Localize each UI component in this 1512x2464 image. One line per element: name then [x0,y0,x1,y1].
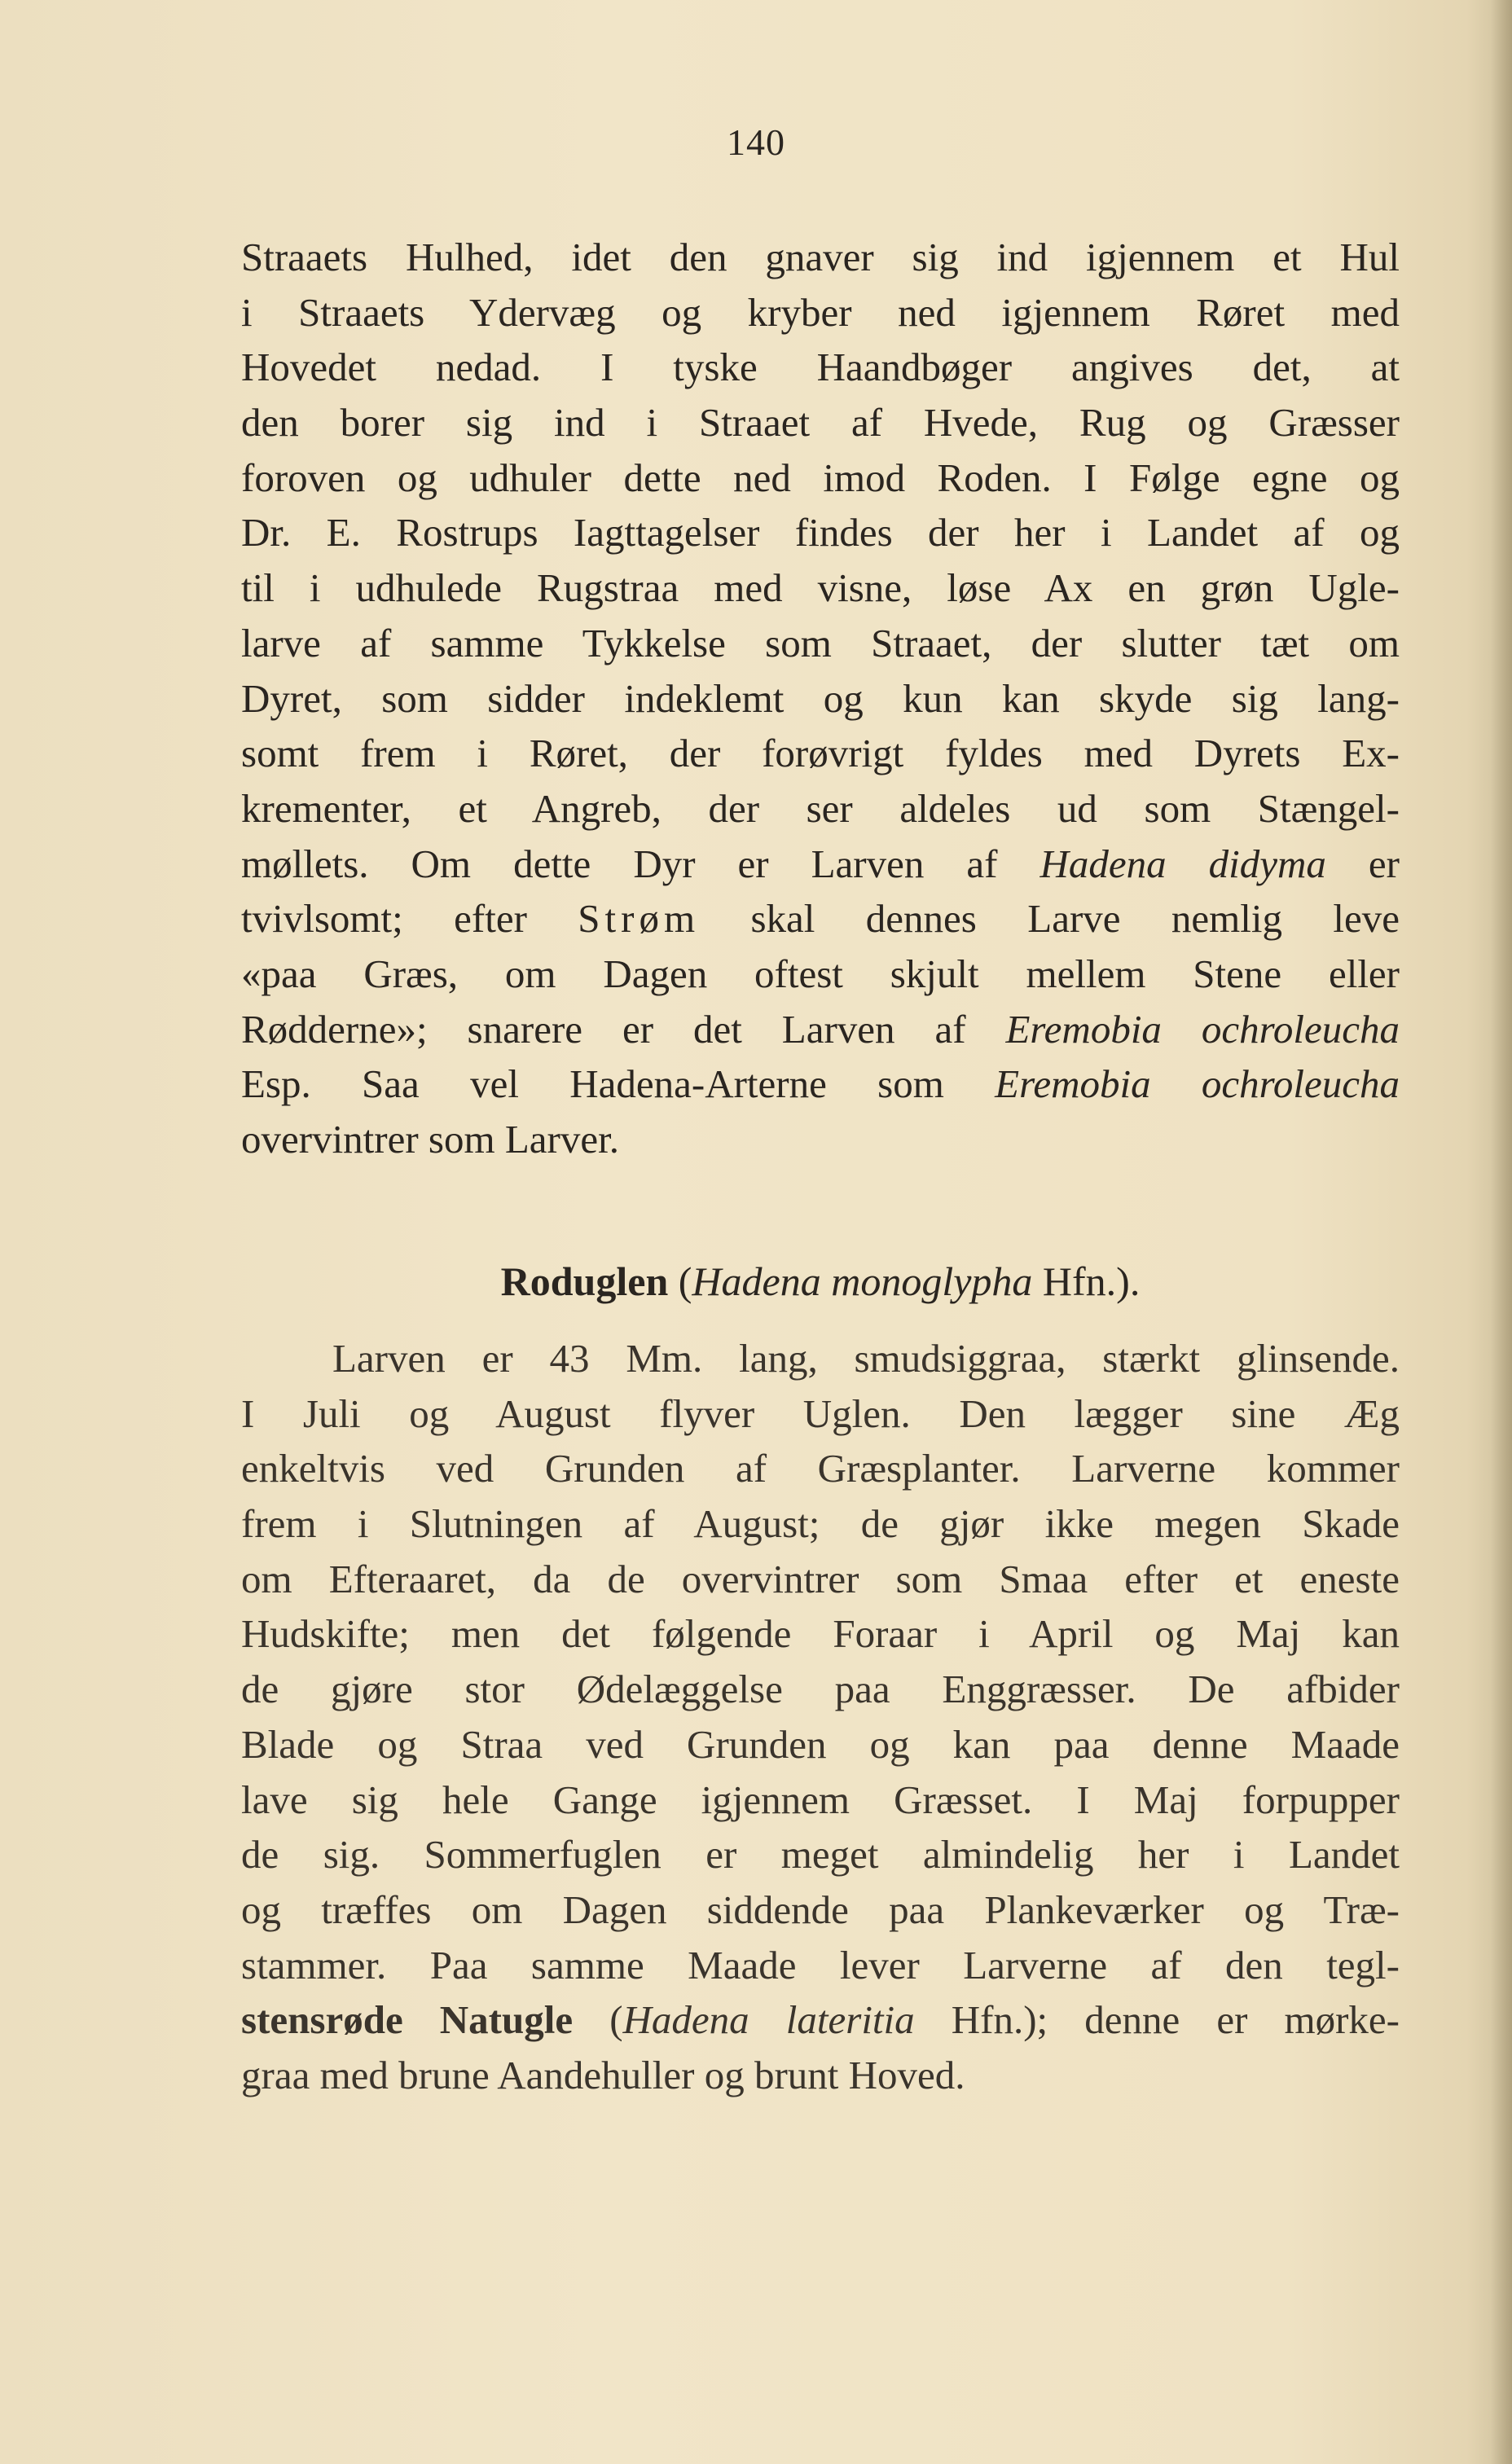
text-line: «paa Græs, om Dagen oftest skjult mellem Stene eller [241,951,1400,996]
text-line: de sig. Sommerfuglen er meget almindelig her i Landet [241,1832,1400,1878]
text-line: de gjøre stor Ødelæggelse paa Enggræsser. De afbider [241,1667,1400,1712]
text-line: lave sig hele Gange igjennem Græsset. I Maj forpupper [241,1777,1400,1822]
text-line: Larven er 43 Mm. lang, smudsiggraa, stærkt glinsende. [332,1336,1400,1381]
heading-line [241,1254,1400,1310]
text-line: graa med brune Aandehuller og brunt Hoved. [241,2052,965,2097]
text-line: foroven og udhuler dette ned imod Roden. I Følge egne og [241,455,1400,500]
text-line [241,1056,1400,1112]
text-line: Hudskifte; men det følgende Foraar i April og Maj kan [241,1611,1400,1657]
text-run: Esp. Saa vel Hadena-Arterne som [241,1061,996,1107]
text-line [241,891,1400,947]
species-name: Hadena didyma [1040,841,1326,886]
text-line: somt frem i Røret, der forøvrigt fyldes med Dyrets Ex- [241,731,1400,776]
species-name: Eremobia ochroleucha [1005,1006,1400,1052]
text-line: til i udhulede Rugstraa med visne, løse Ax en grøn Ugle- [241,565,1400,611]
species-name: Hadena lateritia [622,1997,915,2043]
paragraph-2 [241,1331,1400,2103]
text-line: enkeltvis ved Grunden af Græsplanter. Larverne kommer [241,1446,1400,1491]
text-run: Rødderne»; snarere er det Larven af [241,1006,1006,1052]
text-line: overvintrer som Larver. [241,1117,619,1162]
text-run: Hfn.); denne er mørke- [914,1997,1400,2043]
text-run: er [1325,841,1400,886]
heading-common-name: Roduglen [500,1258,669,1304]
text-run: ( [668,1258,692,1304]
text-line: Blade og Straa ved Grunden og kan paa denne Maade [241,1721,1400,1767]
paragraph-1 [241,230,1400,1167]
text-line [241,837,1400,892]
text-line: frem i Slutningen af August; de gjør ikke megen Skade [241,1501,1400,1547]
common-name: stensrøde Natugle [241,1997,574,2043]
text-line [241,1992,1400,2048]
text-run: skal dennes Larve nemlig leve [700,896,1400,942]
page-edge-shadow [1491,0,1512,2464]
text-run: møllets. Om dette Dyr er Larven af [241,841,1040,886]
text-line: I Juli og August flyver Uglen. Den lægger sine Æg [241,1390,1400,1436]
text-line: Hovedet nedad. I tyske Haandbøger angives det, at [241,345,1400,390]
text-line: Dr. E. Rostrups Iagttagelser findes der her i Landet af og [241,510,1400,556]
text-run: Hfn.). [1032,1258,1141,1304]
species-name: Hadena monoglypha [692,1258,1033,1304]
text-line: krementer, et Angreb, der ser aldeles ud som Stængel- [241,785,1400,831]
species-name: Eremobia ochroleucha [995,1061,1400,1107]
text-line: og træffes om Dagen siddende paa Plankeværker og Træ- [241,1886,1400,1932]
text-run: ( [573,1997,623,2043]
text-line: stammer. Paa samme Maade lever Larverne af den tegl- [241,1942,1400,1987]
text-line: Dyret, som sidder indeklemt og kun kan skyde sig lang- [241,675,1400,721]
page-number: 140 [727,121,785,163]
section-heading [241,1254,1400,1310]
text-line: Straaets Hulhed, idet den gnaver sig ind igjennem et Hul [241,235,1400,279]
text-line: om Efteraaret, da de overvintrer som Smaa efter et eneste [241,1556,1400,1601]
text-line [241,1002,1400,1057]
text-run: tvivlsomt; efter [241,896,578,942]
text-line: den borer sig ind i Straaet af Hvede, Rug og Græsser [241,400,1400,446]
author-name: Strøm [578,896,701,942]
text-line: i Straaets Ydervæg og kryber ned igjennem Røret med [241,289,1400,335]
text-line: larve af samme Tykkelse som Straaet, der slutter tæt om [241,620,1400,665]
